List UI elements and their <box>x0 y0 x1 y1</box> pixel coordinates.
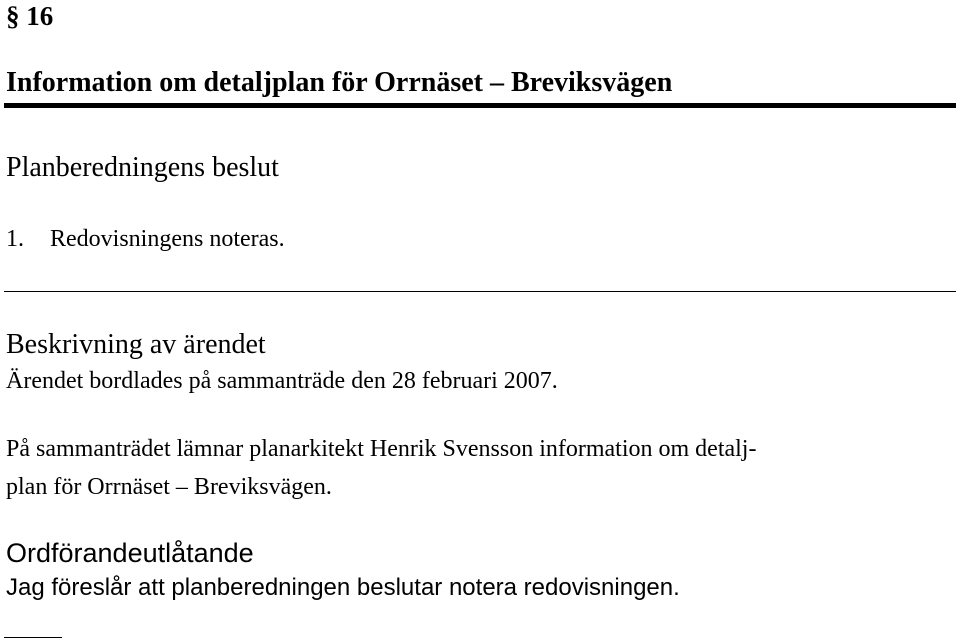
footnote-rule <box>4 637 62 638</box>
description-line: På sammanträdet lämnar planarkitekt Henrik Svensson information om detalj- <box>6 436 757 462</box>
decision-item-number: 1. <box>6 226 24 252</box>
chair-statement-text: Jag föreslår att planberedningen beslutar notera redovisningen. <box>6 574 680 601</box>
decision-heading: Planberedningens beslut <box>6 152 279 183</box>
chair-statement-heading: Ordförandeutlåtande <box>6 538 254 568</box>
description-heading: Beskrivning av ärendet <box>6 329 266 360</box>
title-underline <box>4 103 956 108</box>
paragraph-number: § 16 <box>6 1 54 31</box>
decision-item <box>6 224 285 254</box>
section-divider <box>4 291 956 292</box>
description-line: Ärendet bordlades på sammanträde den 28 februari 2007. <box>6 368 558 394</box>
decision-item-text: Redovisningens noteras. <box>50 226 285 252</box>
description-line: plan för Orrnäset – Breviksvägen. <box>6 474 332 500</box>
document-title: Information om detaljplan för Orrnäset – Breviksvägen <box>6 67 673 98</box>
